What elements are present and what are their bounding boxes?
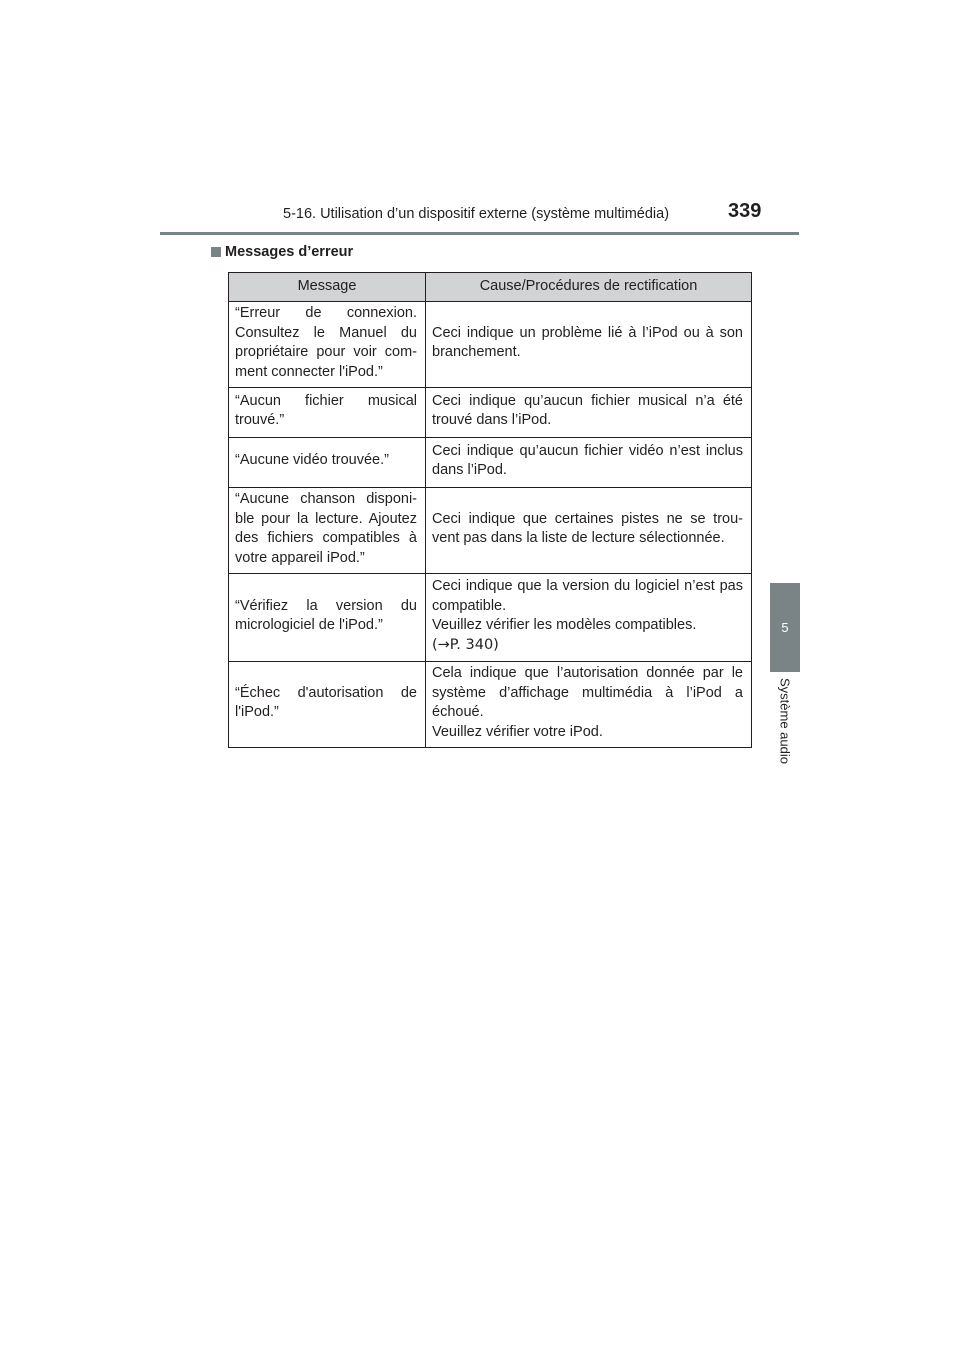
cause-line: Ceci indique que la version du logiciel n’est pas compatible. <box>432 578 743 614</box>
cause-cell <box>426 662 752 748</box>
table-row <box>229 488 752 574</box>
cause-line: Ceci indique qu’aucun fichier musical n’a été trouvé dans l’iPod. <box>432 392 743 428</box>
message-cell: “Échec d'autorisation de l'iPod.” <box>229 662 426 748</box>
header-title: 5-16. Utilisation d’un dispositif externe (système multimédia) <box>283 206 670 222</box>
page-number: 339 <box>728 200 762 222</box>
cause-cell <box>426 438 752 488</box>
header-divider <box>160 232 799 235</box>
square-bullet-icon <box>211 247 221 257</box>
column-header-cause: Cause/Procédures de rectification <box>426 273 752 302</box>
section-title: Messages d’erreur <box>225 244 354 260</box>
message-cell: “Aucun fichier musical trouvé.” <box>229 388 426 438</box>
message-cell: “Aucune chanson disponi-ble pour la lecture. Ajoutez des fichiers compatibles à votre appareil iPod.” <box>229 488 426 574</box>
error-messages-table <box>228 272 752 748</box>
message-cell: “Erreur de connexion. Consultez le Manuel du propriétaire pour voir com-ment connecter l'iPod.” <box>229 302 426 388</box>
table-header-row <box>229 273 752 302</box>
cause-cell <box>426 488 752 574</box>
chapter-label: Système audio <box>777 678 793 764</box>
message-cell: “Vérifiez la version du micrologiciel de l'iPod.” <box>229 574 426 662</box>
table-row <box>229 438 752 488</box>
table-row <box>229 662 752 748</box>
cause-line: Ceci indique que certaines pistes ne se trou-vent pas dans la liste de lecture sélectionnée. <box>432 510 743 546</box>
table-row <box>229 388 752 438</box>
chapter-number: 5 <box>781 620 789 635</box>
cause-line: Veuillez vérifier les modèles compatibles. <box>432 617 697 633</box>
cause-line: Ceci indique qu’aucun fichier vidéo n’est inclus dans l’iPod. <box>432 442 743 478</box>
cause-cell <box>426 388 752 438</box>
cause-line: Cela indique que l’autorisation donnée par le système d’affichage multimédia à l’iPod a échoué. <box>432 665 743 720</box>
section-heading <box>211 244 353 260</box>
table-row <box>229 574 752 662</box>
cause-line: Veuillez vérifier votre iPod. <box>432 723 603 740</box>
table-row <box>229 302 752 388</box>
cause-cell <box>426 302 752 388</box>
message-cell: “Aucune vidéo trouvée.” <box>229 438 426 488</box>
cause-cell <box>426 574 752 662</box>
column-header-message: Message <box>229 273 426 302</box>
cause-line: Ceci indique un problème lié à l’iPod ou à son branchement. <box>432 324 743 360</box>
chapter-tab[interactable] <box>770 583 800 672</box>
page-reference-link[interactable]: (→P. 340) <box>432 636 499 653</box>
